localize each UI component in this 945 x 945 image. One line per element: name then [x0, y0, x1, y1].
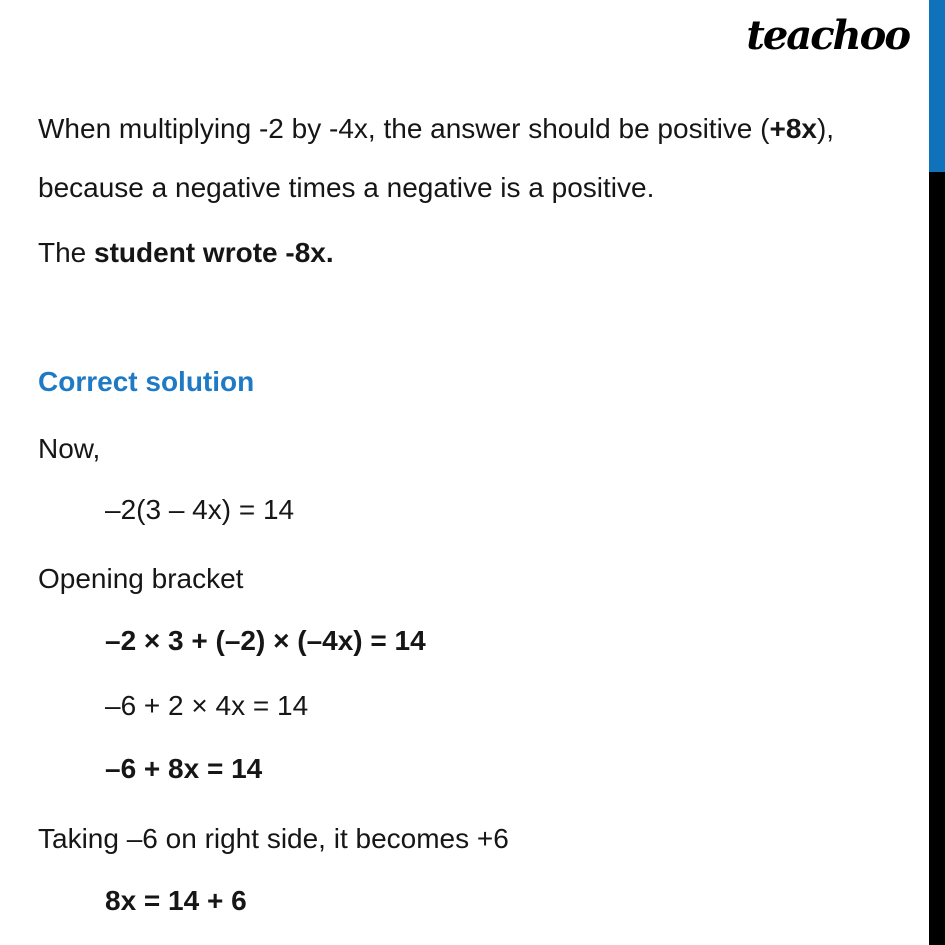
intro-line-1-pre: When multiplying -2 by -4x, the answer should be positive ( — [38, 113, 770, 144]
equation-2: –2 × 3 + (–2) × (–4x) = 14 — [105, 625, 426, 656]
equation-1: –2(3 – 4x) = 14 — [105, 494, 295, 525]
solution-line-opening-bracket: Opening bracket — [38, 563, 244, 594]
equation-5: 8x = 14 + 6 — [105, 885, 247, 916]
correct-solution-heading: Correct solution — [38, 366, 255, 397]
blue-accent-bar — [929, 0, 945, 172]
intro-line-1-bold: +8x — [769, 113, 817, 144]
intro-line-3-pre: The — [38, 237, 95, 268]
intro-line-2: because a negative times a negative is a positive. — [38, 172, 655, 203]
intro-line-1-post: ), — [816, 113, 835, 144]
teachoo-logo: teachoo — [746, 12, 909, 59]
equation-3: –6 + 2 × 4x = 14 — [105, 690, 309, 721]
solution-line-taking: Taking –6 on right side, it becomes +6 — [38, 823, 509, 854]
intro-line-1 — [38, 111, 834, 147]
equation-4: –6 + 8x = 14 — [105, 753, 263, 784]
intro-line-3-bold: student wrote -8x. — [94, 237, 334, 268]
intro-line-3 — [38, 235, 334, 271]
solution-line-now: Now, — [38, 433, 101, 464]
black-accent-bar — [929, 172, 945, 945]
